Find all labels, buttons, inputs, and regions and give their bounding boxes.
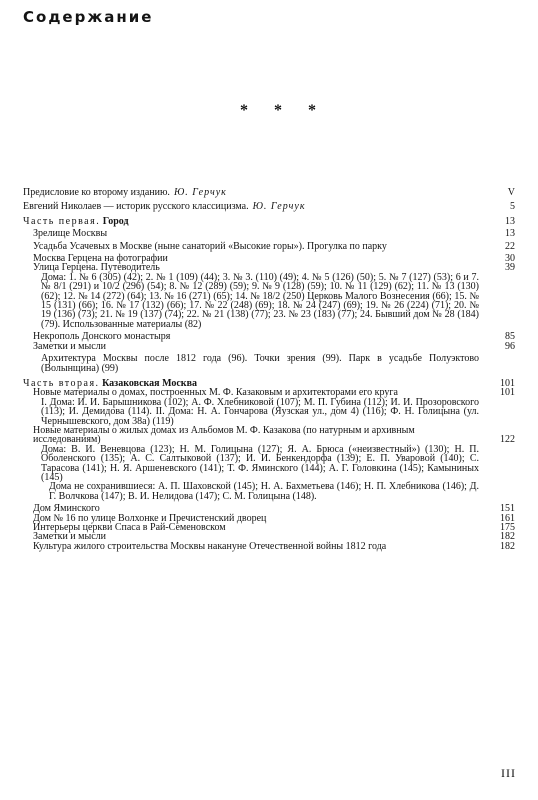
toc-entry xyxy=(23,354,515,373)
toc-entry-title xyxy=(33,229,515,238)
toc-entry-page: 85 xyxy=(505,331,515,343)
toc-entry-title xyxy=(23,217,515,226)
toc-entry xyxy=(23,202,515,211)
toc-entry xyxy=(23,445,515,483)
toc-entry-text: Культура жилого строительства Москвы накануне Отечественной войны 1812 года xyxy=(33,540,387,552)
toc-entry-page: 151 xyxy=(500,503,515,515)
toc-entry-page: 182 xyxy=(500,531,515,543)
toc-entry-title xyxy=(41,445,515,483)
toc-entry-title xyxy=(33,342,515,351)
toc-entry-text: Новые материалы о домах, построенных М. Ф. Казаковым и архитекторами его круга xyxy=(33,387,398,399)
toc-entry-text: Интерьеры церкви Спаса в Рай-Семеновском xyxy=(33,522,226,533)
toc-part-title: Казаковская Москва xyxy=(102,377,197,389)
toc-entry-page: 101 xyxy=(500,387,515,399)
toc-entry-page: 182 xyxy=(500,540,515,552)
toc-entry-title xyxy=(33,426,515,445)
toc-entry-text: Предисловие ко второму изданию. xyxy=(23,187,170,198)
toc-entry-title xyxy=(41,273,515,329)
toc-entry-text: Дом Яминского xyxy=(33,503,100,515)
toc-entry-text: Дома: 1. № 6 (305) (42); 2. № 1 (109) (44); 3. № 3. (110) (49); 4. № 5 (126) (50); 5. № 7 (127) (53); 6 и 7. № 8/1 (291) и 10/2 (296) (54); 8. № 12 (289) (59); 9. № 9 (128) (59); 10. № 11 (129) (62); 11. № 13 (130) (62); 12. № 14 (272) (64); 13. № 16 (271) (65); 14. № 18/2 (250) Церковь Малого Вознесения (66); 15. № 15 (131) (66); 16. № 17 (132) (66); 17. № 22 (248) (69); 18. № 24 (247) (69); 19. № 26 (224) (71); 20. № 19 (136) (73); 21. № 19 (137) (74); 22. № 21 (138) (77); 23. № 23 (183) (77); 24. Бывший дом № 28 (184) (79). Использованные материалы (82) xyxy=(41,271,479,330)
toc-entry xyxy=(23,426,515,445)
toc-entry-text: Заметки и мысли xyxy=(33,531,106,543)
toc-entry-title xyxy=(49,482,515,501)
toc-entry-text: Некрополь Донского монастыря xyxy=(33,331,171,343)
toc-entry xyxy=(23,217,515,226)
toc-entry-page: V xyxy=(507,187,515,198)
toc-entry-page: 101 xyxy=(500,377,515,389)
toc-entry-page: 22 xyxy=(505,240,515,252)
toc-entry xyxy=(23,342,515,351)
toc-entry-page: 161 xyxy=(500,512,515,524)
toc-entry xyxy=(23,542,515,551)
toc-entry xyxy=(23,273,515,329)
toc-entry-author: Ю. Герчук xyxy=(173,187,227,198)
toc-entry-text: Дом № 16 по улице Волхонке и Пречистенский дворец xyxy=(33,512,267,524)
toc-entry xyxy=(23,242,515,251)
toc-entry-page: 175 xyxy=(500,522,515,533)
toc-entry xyxy=(23,229,515,238)
toc-entry-text: I. Дома: И. И. Барышникова (102); А. Ф. Хлебниковой (107); М. П. Губина (112); И. И. Прозоровского (113); И. Демидова (114). II. Дома: Н. А. Гончарова (Яузская ул., дом 4) (116); Ф. Н. Голицына (ул. Чернышевского, дом 38а) (119) xyxy=(41,396,479,427)
ornament-asterisks: * * * xyxy=(240,102,327,119)
toc-entry-author: Ю. Герчук xyxy=(252,201,306,213)
toc-entry-text: Новые материалы о жилых домах из Альбомов М. Ф. Казакова (по натурным и архивным исследованиям) xyxy=(33,424,415,446)
toc-entry-text: Часть первая. xyxy=(23,215,101,227)
toc-entry xyxy=(23,482,515,501)
toc-entry-title xyxy=(23,202,515,211)
toc-entry xyxy=(23,188,515,197)
toc-entry-page: 13 xyxy=(505,215,515,227)
toc-entry-text: Москва Герцена на фотографии xyxy=(33,253,168,265)
toc-entry-text: Часть вторая. xyxy=(23,377,100,389)
toc-entry-page: 122 xyxy=(500,434,515,446)
toc-entry-text: Архитектура Москвы после 1812 года (96). Точки зрения (99). Парк в усадьбе Полуэктово (Волынщина) (99) xyxy=(41,353,479,374)
page-title: Содержание xyxy=(23,8,154,26)
toc-entry-page: 13 xyxy=(505,228,515,240)
page-number: III xyxy=(501,766,516,780)
toc-entry xyxy=(23,398,515,426)
toc-entry-title xyxy=(33,242,515,251)
toc-entry-page: 39 xyxy=(505,262,515,274)
toc-entry-title xyxy=(41,398,515,426)
toc-entry-text: Евгений Николаев — историк русского классицизма. xyxy=(23,201,249,213)
toc-entry-text: Усадьба Усачевых в Москве (ныне санаторий «Высокие горы»). Прогулка по парку xyxy=(33,240,387,252)
table-of-contents xyxy=(23,182,515,551)
toc-entry-page: 96 xyxy=(505,340,515,352)
toc-entry-title xyxy=(33,542,515,551)
toc-entry-title xyxy=(23,188,515,197)
toc-entry-text: Дома: В. И. Веневцова (123); Н. М. Голицына (127); Я. А. Брюса («неизвестный») (130); Н. П. Оболенского (135); А. С. Салтыковой (137); И. И. Бенкендорфа (139); Е. П. Уваровой (140); С. Тарасова (141); Н. Я. Аршеневского (141); Т. Ф. Яминского (144); А. Г. Головкина (145); Камыниных (145) xyxy=(41,443,479,483)
toc-entry-text: Дома не сохранившиеся: А. П. Шаховской (145); Н. А. Бахметьева (146); Н. П. Хлебникова (146); Д. Г. Волчкова (147); В. И. Нелидова (147); С. М. Голицына (148). xyxy=(49,481,479,502)
toc-entry-text: Заметки и мысли xyxy=(33,340,106,352)
toc-entry-page: 30 xyxy=(505,253,515,265)
toc-entry-page: 5 xyxy=(510,201,515,213)
toc-entry-text: Зрелище Москвы xyxy=(33,228,108,240)
toc-part-title: Город xyxy=(102,215,129,227)
toc-entry-title xyxy=(41,354,515,373)
toc-entry-text: Улица Герцена. Путеводитель xyxy=(33,262,160,274)
